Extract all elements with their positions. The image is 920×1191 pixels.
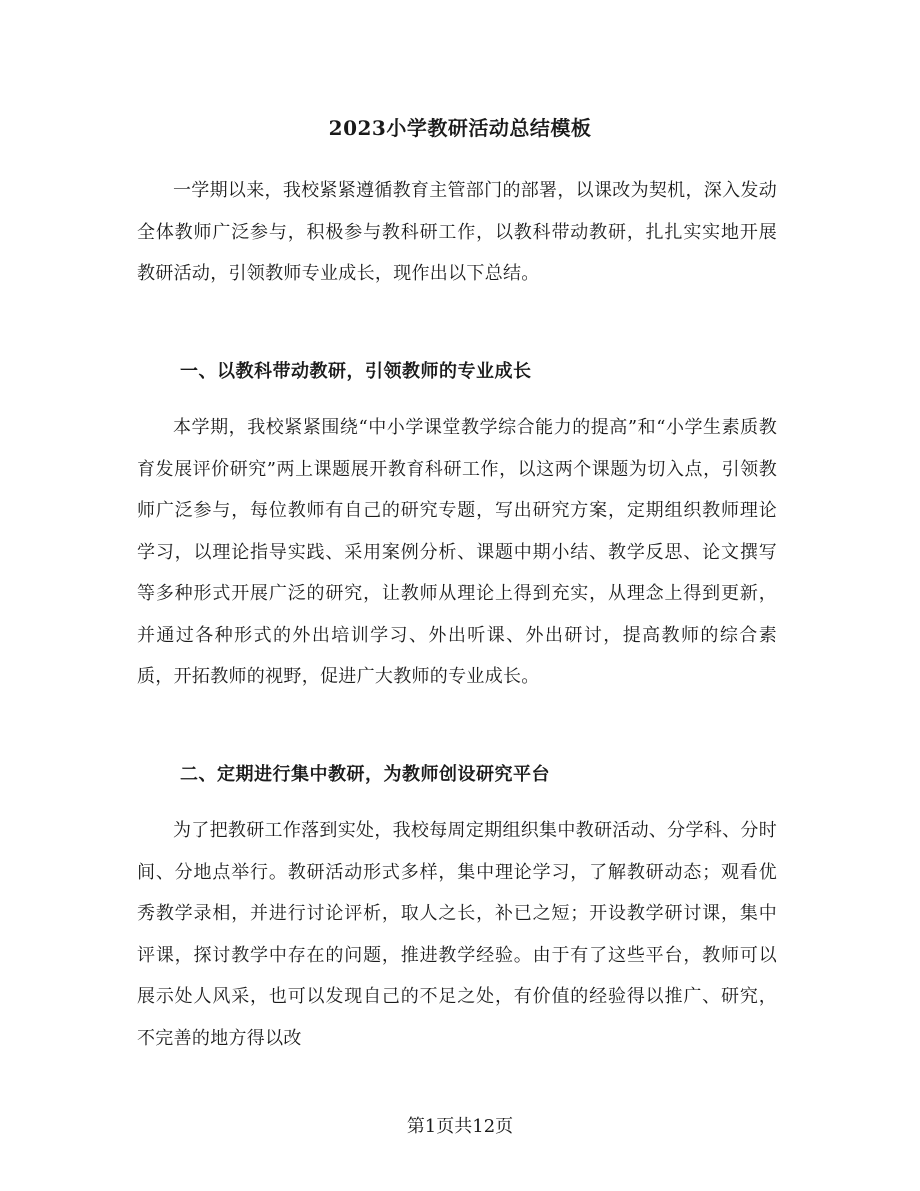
intro-paragraph-block [137, 170, 777, 295]
section-1-paragraph: 本学期，我校紧紧围绕“中小学课堂教学综合能力的提高”和“小学生素质教育发展评价研究”两上课题展开教育科研工作，以这两个课题为切入点，引领教师广泛参与，每位教师有自己的研究专题，写出研究方案，定期组织教师理论学习，以理论指导实践、采用案例分析、课题中期小结、教学反思、论文撰写等多种形式开展广泛的研究，让教师从理论上得到充实，从理念上得到更新，并通过各种形式的外出培训学习、外出听课、外出研讨，提高教师的综合素质，开拓教师的视野，促进广大教师的专业成长。 [137, 417, 777, 687]
section-2-heading: 二、定期进行集中教研，为教师创设研究平台 [180, 764, 550, 785]
section-1-heading: 一、以教科带动教研，引领教师的专业成长 [180, 361, 532, 382]
section-2-block [137, 810, 777, 1059]
section-1-block [137, 407, 777, 698]
page-footer: 第1页共12页 [406, 1116, 514, 1137]
intro-paragraph: 一学期以来，我校紧紧遵循教育主管部门的部署，以课改为契机，深入发动全体教师广泛参与，积极参与教科研工作，以教科带动教研，扎扎实实地开展教研活动，引领教师专业成长，现作出以下总结。 [137, 180, 777, 284]
document-title: 2023小学教研活动总结模板 [328, 116, 592, 140]
section-2-paragraph: 为了把教研工作落到实处，我校每周定期组织集中教研活动、分学科、分时间、分地点举行。教研活动形式多样，集中理论学习，了解教研动态；观看优秀教学录相，并进行讨论评析，取人之长，补已之短；开设教学研讨课，集中评课，探讨教学中存在的问题，推进教学经验。由于有了这些平台，教师可以展示处人风采，也可以发现自己的不足之处，有价值的经验得以推广、研究，不完善的地方得以改 [137, 820, 777, 1049]
